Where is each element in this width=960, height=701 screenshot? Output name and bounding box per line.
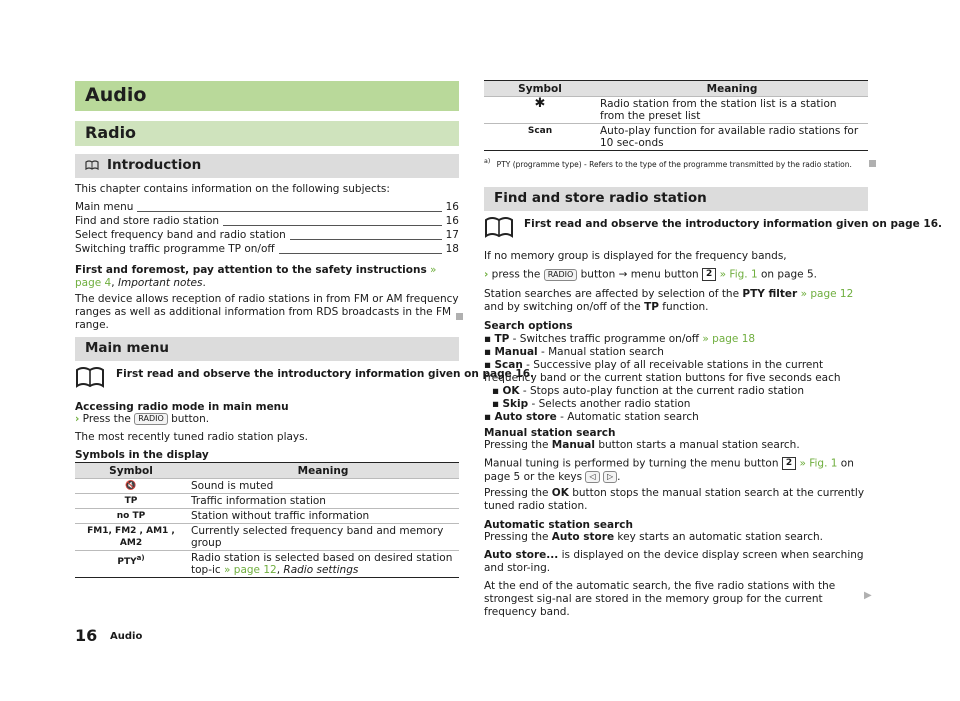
function-text: function. xyxy=(662,301,709,313)
search-options-title: Search options xyxy=(484,320,573,332)
page-ref: on page 5. xyxy=(760,268,817,281)
symbol-cell: no TP xyxy=(75,509,187,524)
button-text: button. xyxy=(171,413,210,425)
list-item: ▪ Skip - Selects another radio station xyxy=(492,398,691,410)
find-store-note: First read and observe the introductory information given on page 16. xyxy=(524,218,943,230)
tuning-end: . xyxy=(617,470,621,483)
press-radio-line xyxy=(75,413,209,426)
auto-b: Auto store xyxy=(551,531,615,543)
right-arrow-key-icon: ▷ xyxy=(603,471,617,483)
meaning-cell: Currently selected frequency band and memory group xyxy=(187,524,459,551)
safety-end: . xyxy=(202,277,206,289)
asterisk-icon: ✱ xyxy=(484,97,596,124)
tuning-a: Manual tuning is performed by turning the menu button xyxy=(484,457,779,470)
manual-b: Manual xyxy=(551,439,595,451)
menu-key: 2 xyxy=(782,457,796,470)
toc-page: 16 xyxy=(442,215,459,227)
tuning-paragraph xyxy=(484,457,868,484)
find-store-title: Find and store radio station xyxy=(494,190,707,206)
safety-comma: , xyxy=(111,277,115,289)
table-row xyxy=(484,124,868,151)
safety-paragraph xyxy=(75,264,459,290)
meaning-italic: Radio settings xyxy=(283,564,359,576)
meaning-cell: Traffic information station xyxy=(187,494,459,509)
table-row xyxy=(75,524,459,551)
option-desc: - Automatic station search xyxy=(560,411,699,423)
pty-filter: PTY filter xyxy=(742,288,798,300)
ok-paragraph xyxy=(484,487,868,513)
table-row xyxy=(75,551,459,578)
option-name: Skip xyxy=(502,398,529,410)
option-name: TP xyxy=(494,333,510,345)
footnote-text: PTY (programme type) - Refers to the type of the programme transmitted by the radio station. xyxy=(496,159,852,169)
mute-icon: 🔇 xyxy=(75,479,187,494)
manual-text xyxy=(484,439,868,452)
meaning-comma: , xyxy=(276,564,281,576)
meaning-cell: Station without traffic information xyxy=(187,509,459,524)
tp-label: TP xyxy=(644,301,659,313)
list-item: ▪ OK - Stops auto-play function at the current radio station xyxy=(492,385,804,397)
tuning-b: on page 5 or the keys xyxy=(484,457,854,483)
toc-row[interactable] xyxy=(75,201,459,214)
list-item: ▪ Manual - Manual station search xyxy=(484,346,664,358)
symbol-cell xyxy=(75,551,187,578)
footer-label: Audio xyxy=(110,631,143,642)
radio-key: RADIO xyxy=(134,413,168,425)
ok-a: Pressing the xyxy=(484,487,549,499)
page-number: 16 xyxy=(75,626,98,645)
book-icon xyxy=(85,160,99,170)
list-item: ▪ Auto store - Automatic station search xyxy=(484,411,699,423)
book-icon xyxy=(484,216,514,238)
toc-label: Find and store radio station xyxy=(75,215,223,227)
autostore-paragraph xyxy=(484,549,868,575)
meaning-header: Meaning xyxy=(596,81,868,97)
autostore-a: Auto store... xyxy=(484,549,559,561)
section-title: Radio xyxy=(85,123,137,142)
meaning-header: Meaning xyxy=(187,463,459,479)
device-paragraph: The device allows reception of radio stations in from FM or AM frequency ranges as well as additional information from RDS broadcasts in the FM range. xyxy=(75,293,459,331)
scan-symbol: Scan xyxy=(484,124,596,151)
section-end-marker xyxy=(456,313,463,320)
manual-title: Manual station search xyxy=(484,427,616,439)
option-desc: - Stops auto-play function at the current radio station xyxy=(522,385,804,397)
page-link[interactable]: » page 12 xyxy=(800,288,854,300)
continue-arrow-icon: ▶ xyxy=(864,590,872,601)
footnote-ref: a) xyxy=(136,554,145,562)
chapter-banner xyxy=(75,81,459,111)
section-end-marker xyxy=(869,160,876,167)
ok-c: button stops the manual station search at the currently tuned radio station. xyxy=(484,487,865,512)
meaning-cell xyxy=(187,551,459,578)
toc-page: 17 xyxy=(442,229,459,241)
find-store-banner xyxy=(484,187,868,211)
introduction-banner xyxy=(75,154,459,178)
auto-a: Pressing the xyxy=(484,531,549,543)
symbols-table-continued xyxy=(484,80,868,151)
autostore-b: is displayed on the device display screen when searching and stor-ing. xyxy=(484,549,864,574)
main-menu-note: First read and observe the introductory information given on page 16. xyxy=(116,368,535,380)
accessing-title: Accessing radio mode in main menu xyxy=(75,401,289,413)
table-row xyxy=(75,509,459,524)
safety-italic: Important notes xyxy=(117,277,203,289)
safety-text: First and foremost, pay attention to the safety instructions xyxy=(75,264,427,276)
option-name: Manual xyxy=(494,346,538,358)
option-name: Scan xyxy=(494,359,523,371)
searches-text: Station searches are affected by selection of the xyxy=(484,288,740,300)
intro-text: This chapter contains information on the following subjects: xyxy=(75,183,390,195)
table-row xyxy=(484,97,868,124)
introduction-title: Introduction xyxy=(107,157,202,173)
section-banner xyxy=(75,121,459,146)
toc-row[interactable] xyxy=(75,229,459,242)
option-desc: - Selects another radio station xyxy=(531,398,691,410)
main-menu-banner xyxy=(75,337,459,361)
left-arrow-key-icon: ◁ xyxy=(585,471,599,483)
option-desc: - Manual station search xyxy=(540,346,664,358)
step-arrow: › xyxy=(484,268,489,281)
toc-label: Switching traffic programme TP on/off xyxy=(75,243,279,255)
press-radio-line xyxy=(484,268,817,282)
option-desc: - Switches traffic programme on/off xyxy=(512,333,700,345)
menu-button-text: button → menu button xyxy=(580,268,699,281)
ok-b: OK xyxy=(551,487,569,499)
step-arrow: › xyxy=(75,413,80,425)
end-paragraph: At the end of the automatic search, the five radio stations with the strongest sig-nal are stored in the memory group for the current frequency band. xyxy=(484,580,836,618)
searches-paragraph xyxy=(484,288,868,314)
meaning-cell: Radio station from the station list is a station from the preset list xyxy=(596,97,868,124)
fig-link[interactable]: » Fig. 1 xyxy=(719,268,758,281)
search-options-list xyxy=(484,333,868,424)
footnote xyxy=(484,158,852,169)
option-name: OK xyxy=(502,385,520,397)
auto-c: key starts an automatic station search. xyxy=(617,531,823,543)
list-item: ▪ Scan - Successive play of all receivable stations in the current frequency band or the current station buttons for five seconds each xyxy=(484,359,841,384)
toc-label: Select frequency band and radio station xyxy=(75,229,290,241)
auto-title: Automatic station search xyxy=(484,519,634,531)
toc-page: 16 xyxy=(442,201,459,213)
symbol-cell: FM1, FM2 , AM1 , AM2 xyxy=(75,524,187,551)
symbol-header: Symbol xyxy=(484,81,596,97)
main-menu-title: Main menu xyxy=(85,340,169,356)
tuned-text: The most recently tuned radio station plays. xyxy=(75,431,308,443)
meaning-text: Radio station is selected based on desired station top-ic xyxy=(191,552,453,576)
meaning-cell: Auto-play function for available radio stations for 10 sec-onds xyxy=(596,124,868,151)
page-link[interactable]: » page 18 xyxy=(702,333,756,345)
radio-key: RADIO xyxy=(544,269,578,281)
manual-c: button starts a manual station search. xyxy=(598,439,800,451)
manual-a: Pressing the xyxy=(484,439,549,451)
toc-page: 18 xyxy=(442,243,459,255)
symbols-table xyxy=(75,462,459,578)
symbols-title: Symbols in the display xyxy=(75,449,209,461)
press-the: Press the xyxy=(82,413,131,425)
toc-row[interactable] xyxy=(75,243,459,256)
symbol-header: Symbol xyxy=(75,463,187,479)
chapter-title: Audio xyxy=(85,84,147,106)
toc-row[interactable] xyxy=(75,215,459,228)
fig-link[interactable]: » Fig. 1 xyxy=(799,457,838,470)
option-desc: - Successive play of all receivable stations in the current frequency band or the current station buttons for five seconds each xyxy=(484,359,841,384)
no-memory-text: If no memory group is displayed for the frequency bands, xyxy=(484,250,787,262)
table-row xyxy=(75,479,459,494)
press-the: press the xyxy=(491,268,541,281)
meaning-cell: Sound is muted xyxy=(187,479,459,494)
searches-text-b: and by switching on/off of the xyxy=(484,301,641,313)
pty-symbol: PTY xyxy=(117,557,137,567)
safety-link[interactable]: » page 4 xyxy=(75,264,437,289)
list-item: ▪ TP - Switches traffic programme on/off » page 18 xyxy=(484,333,756,345)
table-row xyxy=(75,494,459,509)
menu-key: 2 xyxy=(702,268,716,281)
footnote-mark: a) xyxy=(484,158,491,165)
toc-label: Main menu xyxy=(75,201,137,213)
auto-text xyxy=(484,531,868,544)
symbol-cell: TP xyxy=(75,494,187,509)
page-link[interactable]: » page 12 xyxy=(224,564,277,576)
book-icon xyxy=(75,366,105,388)
option-name: Auto store xyxy=(494,411,557,423)
